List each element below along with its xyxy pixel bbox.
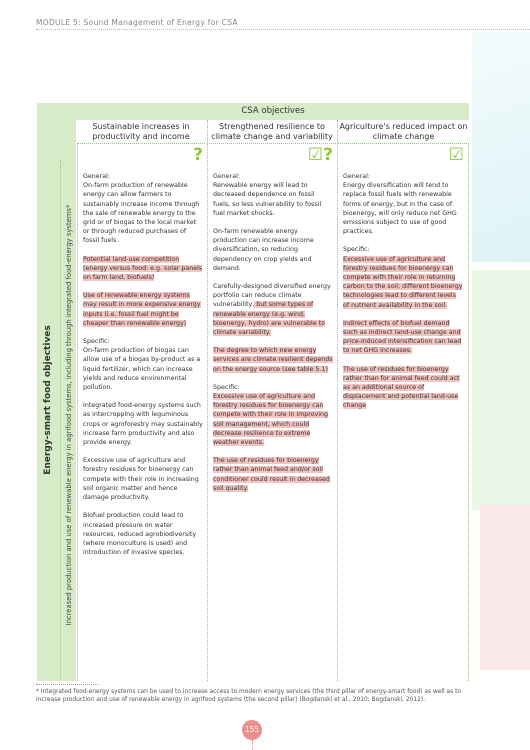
page-number-stub: [252, 740, 253, 750]
decorative-side-band: [480, 505, 530, 670]
row-inner-label: Increased production and use of renewable energy in agrifood systems, including through integrated food-energy systems*: [65, 204, 73, 626]
column-text: [343, 172, 464, 420]
cell-paragraph: [83, 291, 203, 328]
paragraph-text: General:: [343, 173, 370, 180]
column-heading: Sustainable increases in productivity and income: [77, 120, 205, 144]
cell-paragraph: [83, 511, 203, 557]
paragraph-text: Integrated food-energy systems such as intercropping with leguminous crops or agroforestry may sustainably increase farm productivity and also provide energy.: [83, 402, 203, 447]
cell-paragraph: [83, 172, 203, 246]
highlighted-text: Excessive use of agriculture and forestry residues for bioenergy can compete with their role in returning carbon to the soil; different bioenergy technologies lead to different levels of nutrient availability in the soil.: [343, 255, 463, 309]
cell-paragraph: [213, 346, 333, 374]
paragraph-text: Biofuel production could lead to increased pressure on water resources, reduced agrobiodiversity (where monoculture is used) and introduction of invasive species.: [83, 512, 197, 557]
paragraph-text: Energy diversification will tend to replace fossil fuels with renewable forms of energy, but in the case of bioenergy, will only reduce net GHG emissions subject to use of good practices.: [343, 182, 457, 236]
decorative-side-band: [472, 270, 530, 510]
objectives-title: CSA objectives: [241, 106, 305, 116]
highlighted-text: Excessive use of agriculture and forestry residues for bioenergy can compete with their role in improving soil management, which could decrease resilience to extreme weather events.: [213, 393, 329, 447]
paragraph-text: Renewable energy will lead to decreased dependence on fossil fuels, so less vulnerability to fossil fuel market shocks.: [213, 182, 322, 217]
highlighted-text: The degree to which new energy services are climate resilient depends on the energy source (see table 5.1): [213, 347, 333, 373]
column-text: [83, 172, 203, 566]
highlighted-text: Indirect effects of biofuel demand such as indirect land-use change and price-induced intensification can lead to net GHG increases.: [343, 319, 462, 355]
cell-paragraph: [213, 456, 333, 493]
paragraph-text: On-farm production of renewable energy can allow farmers to sustainably increase income through the sale of renewable energy to the grid or of biogas to the local market or through reduced purchases of fossil fuels.: [83, 182, 200, 245]
paragraph-text: General:: [83, 173, 110, 180]
cell-paragraph: [83, 337, 203, 392]
highlighted-text: Use of renewable energy systems may result in more expensive energy inputs (i.e. fossil fuel might be cheaper than renewable energy): [83, 292, 201, 327]
row-outer-label: Energy-smart food objectives: [43, 325, 53, 475]
decorative-side-band: [472, 32, 530, 262]
cell-paragraph: [213, 383, 333, 447]
column-heading: Strengthened resilience to climate change and variability: [207, 120, 336, 144]
highlighted-text: but some types of renewable energy (e.g. wind, bioenergy, hydro) are vulnerable to climate variability.: [213, 301, 325, 337]
highlighted-text: The use of residues for bioenergy rather than for animal feed could act as an additional source of displacement and potential land-use change: [343, 365, 460, 410]
page-number: 155: [242, 720, 262, 740]
column-resilience: [207, 144, 337, 681]
paragraph-text: On-farm renewable energy production can increase income diversification, so reducing dependency on crop yields and demand.: [213, 228, 314, 272]
cell-paragraph: [343, 172, 464, 236]
question-mark-icon: ?: [193, 145, 203, 165]
highlighted-text: The use of residues for bioenergy rather than animal feed and/or soil conditioner could result in decreased soil quality.: [213, 457, 330, 492]
column-climate-impact: [337, 144, 469, 681]
paragraph-text: Specific:: [343, 246, 370, 254]
cell-paragraph: [343, 365, 464, 411]
column-text: [213, 172, 333, 502]
cell-paragraph: [213, 172, 333, 218]
column-heading: Agriculture's reduced impact on climate change: [337, 120, 469, 144]
paragraph-text: Specific:: [83, 338, 110, 346]
cell-paragraph: [83, 255, 203, 283]
cell-paragraph: [213, 227, 333, 273]
csa-objectives-table: [37, 103, 469, 681]
cell-paragraph: [343, 319, 464, 356]
row-label-column: [37, 120, 76, 681]
cell-paragraph: [213, 282, 333, 337]
paragraph-text: Excessive use of agriculture and forestry residues for bioenergy can compete with their role in increasing soil organic matter and hence damage productivity.: [83, 457, 199, 502]
cell-paragraph: [83, 401, 203, 447]
footnote: * Integrated food-energy systems can be used to increase access to modern energy services (the third pillar of energy-smart food) as well as to increase production and use of renewable energy in agrifood systems (the second pillar) (Bogdanski et al., 2010; Bogdanski, 2012).: [36, 689, 462, 703]
paragraph-text: General:: [213, 173, 240, 180]
paragraph-text: Specific:: [213, 383, 240, 391]
paragraph-text: On-farm production of biogas can allow use of a biogas by-product as a liquid fertilizer, which can increase yields and reduce environmental pollution.: [83, 347, 201, 392]
checkbox-question-icon: ☑?: [307, 145, 333, 165]
header-divider: [36, 29, 530, 30]
cell-paragraph: [83, 456, 203, 502]
paragraph-text: Carefully-designed diversified energy portfolio can reduce climate vulnerability,: [213, 283, 331, 309]
highlighted-text: Potential land-use competition (energy versus food: e.g. solar panels on farm land, biofuels): [83, 255, 203, 282]
module-header: MODULE 5: Sound Management of Energy for CSA: [36, 18, 238, 27]
checkbox-icon: ☑: [448, 145, 464, 165]
footnote-divider: [36, 684, 98, 685]
cell-paragraph: [343, 245, 464, 309]
column-productivity: [77, 144, 207, 681]
